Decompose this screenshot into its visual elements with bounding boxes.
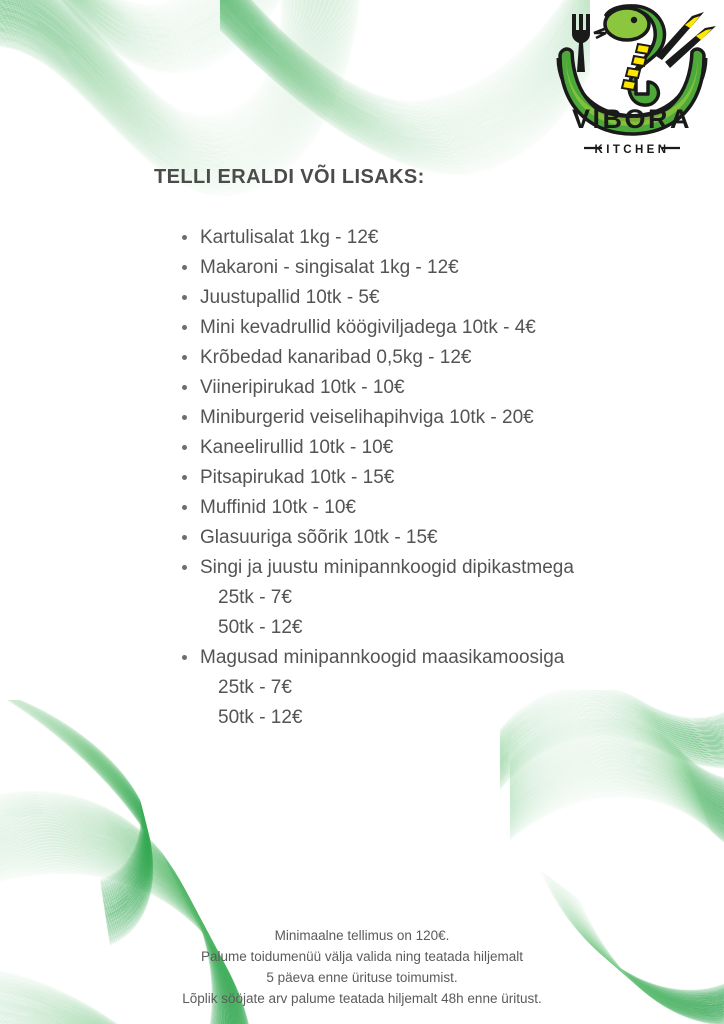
- menu-item-label: Muffinid 10tk - 10€: [200, 497, 356, 518]
- bullet-icon: [182, 415, 187, 420]
- menu-item: [178, 463, 574, 493]
- footer-line: Minimaalne tellimus on 120€.: [274, 928, 450, 943]
- bullet-icon: [182, 535, 187, 540]
- footer-line: Palume toidumenüü välja valida ning teatada hiljemalt: [201, 949, 523, 964]
- menu-item: [178, 403, 574, 433]
- bullet-icon: [182, 565, 187, 570]
- menu-item: [178, 313, 574, 343]
- menu-item: [178, 523, 574, 553]
- menu-item-label: Krõbedad kanaribad 0,5kg - 12€: [200, 347, 472, 368]
- bullet-icon: [182, 235, 187, 240]
- menu-item: [178, 373, 574, 403]
- footer-line: Lõplik sööjate arv palume teatada hiljemalt 48h enne üritust.: [182, 991, 542, 1006]
- bullet-icon: [182, 385, 187, 390]
- menu-item-label: Viineripirukad 10tk - 10€: [200, 377, 405, 398]
- menu-item-label: Magusad minipannkoogid maasikamoosiga: [200, 647, 565, 668]
- bullet-icon: [182, 475, 187, 480]
- bullet-icon: [182, 445, 187, 450]
- menu-item: [178, 343, 574, 373]
- menu-item-label: Mini kevadrullid köögiviljadega 10tk - 4€: [200, 317, 536, 338]
- bullet-icon: [182, 325, 187, 330]
- footer-notes: [0, 925, 724, 1009]
- footer-line: 5 päeva enne ürituse toimumist.: [266, 970, 458, 985]
- menu-item: [178, 493, 574, 523]
- menu-item: [178, 253, 574, 283]
- bullet-icon: [182, 295, 187, 300]
- bullet-icon: [182, 505, 187, 510]
- menu-item-label: Pitsapirukad 10tk - 15€: [200, 467, 395, 488]
- bullet-icon: [182, 355, 187, 360]
- menu-item-label: Glasuuriga sõõrik 10tk - 15€: [200, 527, 438, 548]
- menu-item: [178, 223, 574, 253]
- brand-logo: [544, 2, 720, 162]
- menu-item-subline: 50tk - 12€: [218, 617, 303, 638]
- logo-sub-text: KITCHEN: [594, 144, 670, 156]
- menu-item-subline: 25tk - 7€: [218, 587, 292, 608]
- menu-item: [178, 553, 574, 583]
- menu-item-label: Miniburgerid veiselihapihviga 10tk - 20€: [200, 407, 534, 428]
- page-title: TELLI ERALDI VÕI LISAKS:: [154, 166, 425, 188]
- bullet-icon: [182, 655, 187, 660]
- menu-item-label: Juustupallid 10tk - 5€: [200, 287, 380, 308]
- menu-item-label: Kartulisalat 1kg - 12€: [200, 227, 379, 248]
- menu-item-label: Makaroni - singisalat 1kg - 12€: [200, 257, 459, 278]
- snake-icon: [594, 6, 664, 105]
- menu-item: [178, 643, 574, 673]
- menu-item-subline: 50tk - 12€: [218, 707, 303, 728]
- menu-item: [178, 283, 574, 313]
- logo-brand-text: VIBORA: [571, 104, 693, 134]
- menu-list: [178, 223, 574, 733]
- menu-item-subline: 25tk - 7€: [218, 677, 292, 698]
- menu-item-label: Kaneelirullid 10tk - 10€: [200, 437, 394, 458]
- menu-item-label: Singi ja juustu minipannkoogid dipikastmega: [200, 557, 574, 578]
- menu-item: [178, 433, 574, 463]
- bullet-icon: [182, 265, 187, 270]
